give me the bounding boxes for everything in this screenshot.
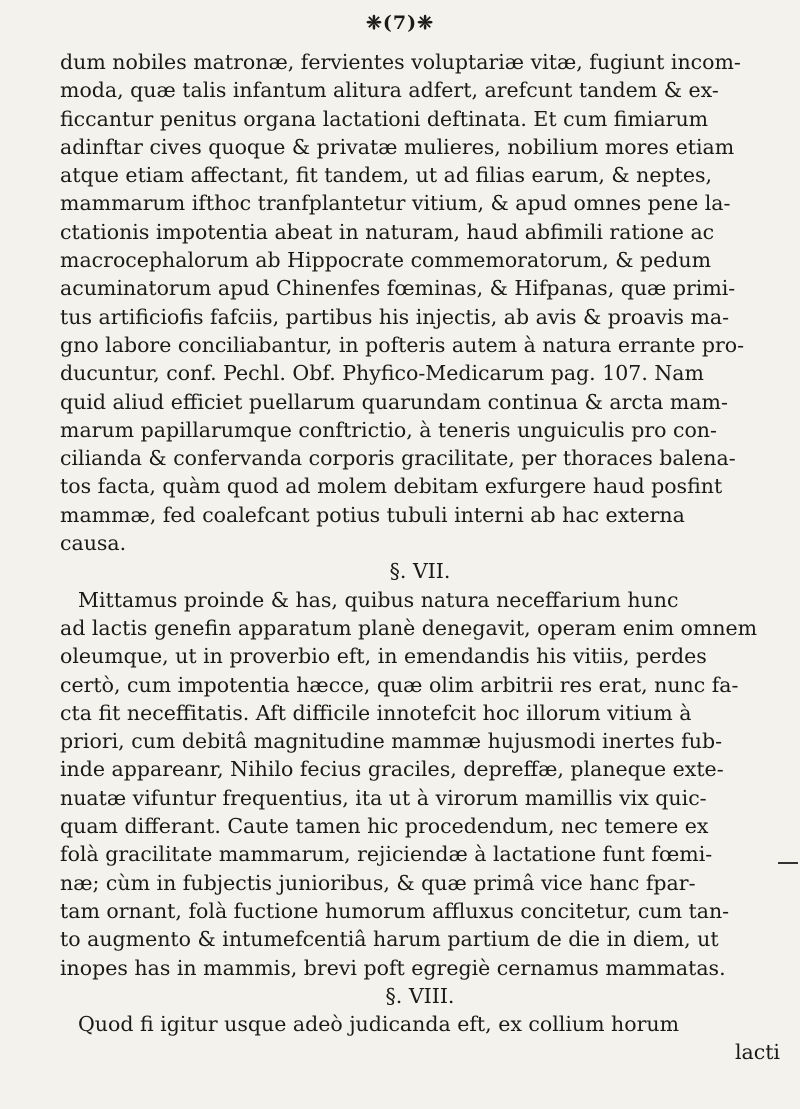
text-line: nuatæ vifuntur frequentius, ita ut à virorum mamillis vix quic- [60, 785, 707, 810]
text-line: tus artificiofis fafciis, partibus his injectis, ab avis & proavis ma- [60, 304, 730, 329]
text-line: acuminatorum apud Chinenfes fœminas, & Hifpanas, quæ primi- [60, 276, 736, 301]
text-line: ducuntur, conf. Pechl. Obf. Phyfico-Medicarum pag. 107. Nam [60, 361, 704, 386]
text-line: causa. [60, 531, 127, 556]
text-line: tos facta, quàm quod ad molem debitam exfurgere haud posfint [60, 474, 723, 499]
text-line: oleumque, ut in proverbio eft, in emendandis his vitiis, perdes [60, 644, 707, 669]
text-line: inde appareanr, Nihilo fecius graciles, depreffæ, planeque exte- [60, 757, 724, 782]
text-line: inopes has in mammis, brevi poft egregiè cernamus mammatas. [60, 955, 726, 980]
text-line: Mittamus proinde & has, quibus natura neceffarium hunc [78, 587, 679, 612]
section-heading: §. VII. [389, 559, 451, 584]
text-line: moda, quæ talis infantum alitura adfert, arefcunt tandem & ex- [60, 78, 719, 103]
text-line: Quod fi igitur usque adeò judicanda eft, ex collium horum [78, 1012, 680, 1037]
text-line: dum nobiles matronæ, fervientes voluptariæ vitæ, fugiunt incom- [60, 50, 741, 74]
text-line: marum papillarumque conftrictio, à teneris unguiculis pro con- [60, 417, 717, 442]
text-line: certò, cum impotentia hæcce, quæ olim arbitrii res erat, nunc fa- [60, 672, 739, 697]
text-line: ad lactis genefin apparatum planè denegavit, operam enim omnem [60, 615, 758, 640]
text-line: folà gracilitate mammarum, rejiciendæ à lactatione funt fœmi- [60, 842, 713, 867]
text-line: tam ornant, folà fuctione humorum affluxus concitetur, cum tan- [60, 898, 730, 923]
text-line: gno labore conciliabantur, in pofteris autem à natura errante pro- [60, 332, 745, 357]
page-number-header: ❈(7)❈ [365, 12, 435, 34]
section-heading: §. VIII. [385, 983, 455, 1008]
text-line: quam differant. Caute tamen hic procedendum, nec temere ex [60, 814, 709, 839]
text-line: næ; cùm in fubjectis junioribus, & quæ primâ vice hanc fpar- [60, 870, 696, 895]
text-line: priori, cum debitâ magnitudine mammæ hujusmodi inertes fub- [60, 729, 722, 754]
text-line: quid aliud efficiet puellarum quarundam continua & arcta mam- [60, 389, 728, 414]
text-line: cilianda & confervanda corporis gracilitate, per thoraces balena- [60, 446, 736, 471]
text-line: mammarum ifthoc tranfplantetur vitium, & apud omnes pene la- [60, 191, 731, 216]
catchword: lacti [734, 1040, 780, 1065]
text-line: mammæ, fed coalefcant potius tubuli interni ab hac externa [60, 502, 685, 527]
text-line: to augmento & intumefcentiâ harum partium de die in diem, ut [60, 927, 719, 952]
text-line: cta fit neceffitatis. Aft difficile innotefcit hoc illorum vitium à [60, 700, 692, 725]
text-line: ctationis impotentia abeat in naturam, haud abfimili ratione ac [60, 219, 715, 244]
text-line: atque etiam affectant, fit tandem, ut ad filias earum, & neptes, [60, 163, 713, 188]
text-line: macrocephalorum ab Hippocrate commemoratorum, & pedum [60, 248, 712, 273]
text-line: adinftar cives quoque & privatæ mulieres, nobilium mores etiam [60, 134, 735, 159]
latin-body-text [60, 48, 780, 1067]
text-line: ficcantur penitus organa lactationi deftinata. Et cum fimiarum [60, 106, 709, 131]
margin-mark [778, 862, 798, 864]
